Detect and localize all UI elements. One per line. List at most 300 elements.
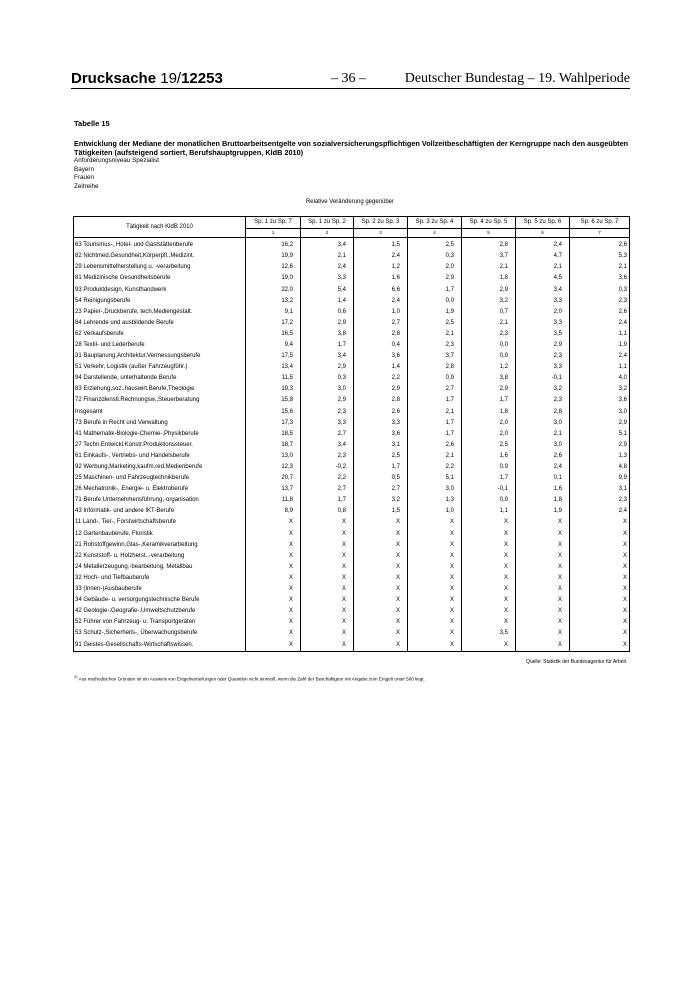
row-value: 18,5 xyxy=(246,429,301,440)
table-row xyxy=(74,529,630,540)
row-value: 3,3 xyxy=(516,362,570,373)
row-value: 3,4 xyxy=(301,440,354,451)
row-label: 43 Informatik- und andere IKT-Berufe xyxy=(74,506,246,517)
row-label: 51 Verkehr, Logistik (außer Fahrzeugführ.) xyxy=(74,362,246,373)
row-value: 0,5 xyxy=(354,473,408,484)
row-value: X xyxy=(354,595,408,606)
row-value: 2,1 xyxy=(301,251,354,262)
table-meta xyxy=(74,157,159,191)
row-value: 2,3 xyxy=(301,407,354,418)
row-value: 0,9 xyxy=(462,495,516,506)
doc-label: Drucksache xyxy=(71,70,157,87)
row-value: 2,9 xyxy=(570,418,630,429)
footnote xyxy=(74,675,425,682)
table-row xyxy=(74,506,630,517)
row-label: 22 Kunststoff- u. Holzherst.,-verarbeitung xyxy=(74,551,246,562)
row-value: X xyxy=(301,606,354,617)
row-value: 17,2 xyxy=(246,318,301,329)
row-value: 2,9 xyxy=(354,384,408,395)
row-value: X xyxy=(301,595,354,606)
row-value: X xyxy=(408,595,462,606)
row-value: 1,2 xyxy=(462,362,516,373)
row-value: 2,8 xyxy=(408,362,462,373)
row-label: 82 Nichtmed.Gesundheit,Körperpfl.,Medizint. xyxy=(74,251,246,262)
row-value: 1,4 xyxy=(301,296,354,307)
row-label: 32 Hoch- und Tiefbauberufe xyxy=(74,573,246,584)
row-value: 3,3 xyxy=(301,273,354,284)
row-value: X xyxy=(570,639,630,651)
row-value: X xyxy=(462,529,516,540)
row-value: 5,3 xyxy=(570,251,630,262)
row-value: X xyxy=(408,551,462,562)
row-value: 2,3 xyxy=(570,495,630,506)
row-label: 62 Verkaufsberufe xyxy=(74,329,246,340)
row-value: 2,8 xyxy=(516,407,570,418)
row-label: 29 Lebensmittelherstellung u. -verarbeitung xyxy=(74,262,246,273)
row-value: 3,3 xyxy=(516,296,570,307)
row-value: 3,1 xyxy=(570,484,630,495)
row-label: 71 Berufe Unternehmensführung,-organisation xyxy=(74,495,246,506)
row-value: 2,0 xyxy=(462,418,516,429)
row-value: 3,0 xyxy=(516,418,570,429)
row-value: 2,8 xyxy=(354,395,408,406)
row-value: X xyxy=(246,639,301,651)
row-value: 1,9 xyxy=(570,340,630,351)
table-title: Entwicklung der Mediane der monatlichen Bruttoarbeitsentgelte von sozialversicherungspflichtigen Vollzeitbeschäftigten der Kerngruppe nach den ausgeübten Tätigkeiten (aufsteigend sortiert, Berufshauptgruppen, KldB 2010) xyxy=(74,139,629,157)
table-row xyxy=(74,462,630,473)
row-value: 2,9 xyxy=(301,318,354,329)
row-value: 1,7 xyxy=(462,473,516,484)
table-row xyxy=(74,606,630,617)
table-row xyxy=(74,451,630,462)
row-value: 2,4 xyxy=(570,351,630,362)
column-header-activity: Tätigkeit nach KldB 2010 xyxy=(74,217,246,238)
document-number xyxy=(71,70,223,87)
row-value: X xyxy=(354,551,408,562)
row-value: 2,9 xyxy=(301,395,354,406)
row-value: 3,6 xyxy=(570,395,630,406)
row-value: 2,1 xyxy=(516,429,570,440)
row-value: 9,1 xyxy=(246,307,301,318)
row-label: 23 Papier-,Druckberufe, tech.Mediengestalt. xyxy=(74,307,246,318)
row-value: 0,9 xyxy=(462,462,516,473)
row-value: 0,0 xyxy=(462,340,516,351)
table-row xyxy=(74,373,630,384)
table-row xyxy=(74,340,630,351)
row-value: 1,5 xyxy=(354,238,408,252)
column-header: Sp. 3 zu Sp. 4 xyxy=(408,217,462,229)
row-value: X xyxy=(246,606,301,617)
row-label: 28 Textil- und Lederberufe xyxy=(74,340,246,351)
row-value: X xyxy=(354,529,408,540)
row-value: X xyxy=(408,517,462,528)
table-row xyxy=(74,329,630,340)
row-value: 2,2 xyxy=(408,462,462,473)
relative-change-header: Relative Veränderung gegenüber xyxy=(305,199,395,205)
row-value: 1,8 xyxy=(462,407,516,418)
row-value: 2,7 xyxy=(354,484,408,495)
row-value: X xyxy=(570,529,630,540)
row-value: 2,6 xyxy=(354,407,408,418)
row-value: 5,1 xyxy=(570,429,630,440)
table-row xyxy=(74,484,630,495)
page-number: – 36 – xyxy=(331,71,366,86)
row-value: 1,0 xyxy=(354,307,408,318)
row-value: 13,7 xyxy=(246,484,301,495)
row-value: X xyxy=(570,517,630,528)
table-row xyxy=(74,584,630,595)
row-value: 2,3 xyxy=(462,329,516,340)
table-row xyxy=(74,362,630,373)
row-value: X xyxy=(246,595,301,606)
row-value: 1,1 xyxy=(570,329,630,340)
footnote-text: Aus methodischen Gründen ist ein Ausweis von Entgeltverteilungen oder Quantilen nicht sinnvoll, wenn die Zahl der Beschäftigten mit Angabe zum Entgelt unter 500 liegt. xyxy=(78,676,425,682)
row-value: 0,8 xyxy=(301,506,354,517)
row-value: 2,9 xyxy=(462,384,516,395)
row-value: 3,6 xyxy=(570,273,630,284)
row-value: 2,3 xyxy=(408,340,462,351)
row-value: X xyxy=(408,562,462,573)
row-value: X xyxy=(570,617,630,628)
row-label: 21 Rohstoffgewinn,Glas-,Keramikverarbeitung xyxy=(74,540,246,551)
row-value: 19,0 xyxy=(246,273,301,284)
row-label: 11 Land-, Tier-, Forstwirtschaftsberufe xyxy=(74,517,246,528)
row-value: X xyxy=(246,529,301,540)
row-value: 11,5 xyxy=(246,373,301,384)
row-value: 2,7 xyxy=(408,384,462,395)
row-value: 15,8 xyxy=(246,395,301,406)
row-value: X xyxy=(246,540,301,551)
row-value: 0,6 xyxy=(301,307,354,318)
row-value: X xyxy=(516,562,570,573)
table-row xyxy=(74,517,630,528)
table-row xyxy=(74,262,630,273)
row-value: X xyxy=(516,606,570,617)
row-value: X xyxy=(301,529,354,540)
row-value: 17,3 xyxy=(246,418,301,429)
row-value: 0,3 xyxy=(301,373,354,384)
row-value: X xyxy=(354,562,408,573)
row-value: 1,4 xyxy=(354,362,408,373)
row-value: 2,5 xyxy=(408,238,462,252)
column-header: Sp. 1 zu Sp. 7 xyxy=(246,217,301,229)
row-value: X xyxy=(246,628,301,639)
meta-line: Zeitreihe xyxy=(74,182,99,190)
table-row xyxy=(74,595,630,606)
row-value: 2,7 xyxy=(301,429,354,440)
row-value: 2,9 xyxy=(301,362,354,373)
row-value: 9,9 xyxy=(570,473,630,484)
row-value: 2,4 xyxy=(354,296,408,307)
row-value: 3,7 xyxy=(462,251,516,262)
row-value: -0,2 xyxy=(301,462,354,473)
data-table xyxy=(73,216,630,652)
row-value: 2,4 xyxy=(516,462,570,473)
row-value: -0,1 xyxy=(516,373,570,384)
row-value: X xyxy=(516,517,570,528)
header-rule xyxy=(71,88,630,89)
row-value: 2,0 xyxy=(462,429,516,440)
row-value: 0,1 xyxy=(516,473,570,484)
row-value: X xyxy=(408,628,462,639)
row-value: 0,7 xyxy=(462,307,516,318)
row-value: 1,2 xyxy=(354,262,408,273)
row-value: 4,7 xyxy=(516,251,570,262)
row-value: 2,1 xyxy=(570,262,630,273)
row-value: 3,6 xyxy=(354,351,408,362)
row-value: 16,2 xyxy=(246,238,301,252)
row-value: 3,1 xyxy=(354,440,408,451)
row-value: X xyxy=(462,517,516,528)
row-label: 33 (Innen-)Ausbauberufe xyxy=(74,584,246,595)
row-value: 1,7 xyxy=(462,395,516,406)
row-value: 1,6 xyxy=(462,451,516,462)
row-value: 1,6 xyxy=(516,484,570,495)
row-value: 5,4 xyxy=(301,284,354,295)
row-value: X xyxy=(462,639,516,651)
row-value: 3,0 xyxy=(408,484,462,495)
table-row xyxy=(74,238,630,252)
row-value: 4,8 xyxy=(570,462,630,473)
source-note: Quelle: Statistik der Bundesagentur für Arbeit xyxy=(525,659,626,665)
row-value: 22,0 xyxy=(246,284,301,295)
row-value: 0,4 xyxy=(354,340,408,351)
row-value: X xyxy=(570,584,630,595)
row-value: X xyxy=(462,573,516,584)
row-value: 2,3 xyxy=(516,395,570,406)
row-label: 84 Lehrende und ausbildende Berufe xyxy=(74,318,246,329)
row-value: 3,0 xyxy=(570,407,630,418)
row-value: X xyxy=(570,540,630,551)
table-body xyxy=(74,238,630,651)
row-value: 1,1 xyxy=(462,506,516,517)
row-label: 94 Darstellende, unterhaltende Berufe xyxy=(74,373,246,384)
row-value: X xyxy=(354,617,408,628)
row-value: X xyxy=(301,617,354,628)
row-value: 1,8 xyxy=(462,273,516,284)
row-value: 18,7 xyxy=(246,440,301,451)
row-value: 0,9 xyxy=(408,373,462,384)
row-value: 1,3 xyxy=(570,451,630,462)
row-value: 2,2 xyxy=(301,473,354,484)
row-value: X xyxy=(246,562,301,573)
row-value: 3,5 xyxy=(462,628,516,639)
row-value: X xyxy=(570,562,630,573)
row-value: X xyxy=(570,628,630,639)
row-value: 12,3 xyxy=(246,462,301,473)
row-value: -0,1 xyxy=(462,484,516,495)
row-value: 19,3 xyxy=(246,384,301,395)
row-label: 93 Produktdesign, Kunsthandwerk xyxy=(74,284,246,295)
row-value: 3,4 xyxy=(516,284,570,295)
row-value: 2,1 xyxy=(462,318,516,329)
row-value: 1,7 xyxy=(301,340,354,351)
row-label: 31 Bauplanung,Architektur,Vermessungsberufe xyxy=(74,351,246,362)
row-label: 92 Werbung,Marketing,kaufm,red.Medienberufe xyxy=(74,462,246,473)
row-value: X xyxy=(408,540,462,551)
row-label: 63 Tourismus-, Hotel- und Gaststättenberufe xyxy=(74,238,246,252)
row-value: X xyxy=(516,628,570,639)
row-value: 2,7 xyxy=(301,484,354,495)
table-row xyxy=(74,251,630,262)
row-value: 2,8 xyxy=(354,329,408,340)
row-value: 2,9 xyxy=(570,440,630,451)
row-value: 17,5 xyxy=(246,351,301,362)
row-value: 2,2 xyxy=(354,373,408,384)
row-value: 6,6 xyxy=(354,284,408,295)
row-value: 2,7 xyxy=(354,318,408,329)
row-value: 3,6 xyxy=(354,429,408,440)
row-label: 53 Schutz-,Sicherheits-, Überwachungsberufe xyxy=(74,628,246,639)
row-label: 42 Geologie-,Geografie-,Umweltschutzberufe xyxy=(74,606,246,617)
table-row xyxy=(74,540,630,551)
row-value: 3,4 xyxy=(301,351,354,362)
row-value: 2,6 xyxy=(570,307,630,318)
row-label: 61 Einkaufs-, Vertriebs- und Handelsberufe xyxy=(74,451,246,462)
row-value: 4,5 xyxy=(516,273,570,284)
row-label: 52 Führer von Fahrzeug- u. Transportgeräten xyxy=(74,617,246,628)
doc-number: 19/12253 xyxy=(160,70,223,87)
row-label: 72 Finanzdienstl.Rechnungsw.,Steuerberatung xyxy=(74,395,246,406)
row-value: 2,8 xyxy=(462,238,516,252)
table-row xyxy=(74,551,630,562)
table-row xyxy=(74,351,630,362)
row-value: X xyxy=(570,573,630,584)
row-label: 81 Medizinische Gesundheitsberufe xyxy=(74,273,246,284)
row-value: X xyxy=(462,562,516,573)
meta-line: Frauen xyxy=(74,174,94,182)
table-row xyxy=(74,384,630,395)
row-value: X xyxy=(570,595,630,606)
row-value: 1,7 xyxy=(301,495,354,506)
row-value: 11,8 xyxy=(246,495,301,506)
row-value: 1,7 xyxy=(408,395,462,406)
row-value: 1,7 xyxy=(408,418,462,429)
row-value: 2,3 xyxy=(516,351,570,362)
row-value: 3,3 xyxy=(516,318,570,329)
row-value: X xyxy=(516,584,570,595)
table-row xyxy=(74,617,630,628)
row-value: X xyxy=(516,529,570,540)
table-row xyxy=(74,573,630,584)
row-value: X xyxy=(462,617,516,628)
row-label: 34 Gebäude- u. versorgungstechnische Berufe xyxy=(74,595,246,606)
table-row xyxy=(74,273,630,284)
row-value: 2,5 xyxy=(408,318,462,329)
row-value: X xyxy=(354,573,408,584)
row-value: 0,0 xyxy=(408,296,462,307)
meta-line: Bayern xyxy=(74,165,94,173)
row-value: X xyxy=(462,584,516,595)
table-row xyxy=(74,307,630,318)
table-row xyxy=(74,418,630,429)
row-value: 2,4 xyxy=(570,318,630,329)
row-value: X xyxy=(246,551,301,562)
row-value: X xyxy=(301,562,354,573)
row-value: X xyxy=(246,517,301,528)
table-label: Tabelle 15 xyxy=(74,119,110,128)
row-value: 2,3 xyxy=(570,296,630,307)
row-value: 2,6 xyxy=(408,440,462,451)
row-value: 3,2 xyxy=(462,296,516,307)
table-row xyxy=(74,440,630,451)
row-value: 1,9 xyxy=(516,506,570,517)
row-value: 2,1 xyxy=(516,262,570,273)
row-value: X xyxy=(570,551,630,562)
row-value: X xyxy=(516,540,570,551)
row-value: 3,0 xyxy=(301,384,354,395)
row-value: X xyxy=(301,540,354,551)
row-value: 0,3 xyxy=(570,284,630,295)
row-value: X xyxy=(301,584,354,595)
row-value: 1,5 xyxy=(354,506,408,517)
column-header: Sp. 4 zu Sp. 5 xyxy=(462,217,516,229)
row-value: 15,6 xyxy=(246,407,301,418)
row-value: 2,4 xyxy=(301,262,354,273)
row-value: 2,9 xyxy=(462,284,516,295)
row-value: X xyxy=(301,517,354,528)
table-row xyxy=(74,562,630,573)
row-label: 27 Techn.Entwickl.Konstr.Produktionssteuer. xyxy=(74,440,246,451)
row-value: 2,4 xyxy=(354,251,408,262)
row-value: X xyxy=(354,606,408,617)
row-value: 3,8 xyxy=(462,373,516,384)
row-value: 2,4 xyxy=(516,238,570,252)
row-value: 2,3 xyxy=(301,451,354,462)
row-value: X xyxy=(516,639,570,651)
row-value: X xyxy=(301,628,354,639)
column-header: Sp. 6 zu Sp. 7 xyxy=(570,217,630,229)
row-value: X xyxy=(462,595,516,606)
row-value: X xyxy=(462,606,516,617)
row-value: 2,1 xyxy=(408,451,462,462)
row-value: X xyxy=(354,540,408,551)
row-value: X xyxy=(301,573,354,584)
row-value: 12,6 xyxy=(246,262,301,273)
row-value: 19,9 xyxy=(246,251,301,262)
row-value: X xyxy=(246,584,301,595)
row-value: 2,4 xyxy=(570,506,630,517)
row-value: 3,2 xyxy=(354,495,408,506)
row-value: 3,3 xyxy=(301,418,354,429)
column-header: Sp. 1 zu Sp. 2 xyxy=(301,217,354,229)
row-value: 0,3 xyxy=(408,251,462,262)
row-value: 1,0 xyxy=(408,506,462,517)
row-value: 2,0 xyxy=(408,262,462,273)
row-value: 3,2 xyxy=(570,384,630,395)
column-header: Sp. 5 zu Sp. 6 xyxy=(516,217,570,229)
row-value: 13,2 xyxy=(246,296,301,307)
column-header: Sp. 2 zu Sp. 3 xyxy=(354,217,408,229)
table-row xyxy=(74,495,630,506)
row-value: X xyxy=(462,540,516,551)
row-value: X xyxy=(462,551,516,562)
row-label: 83 Erziehung,soz.,hauswirt.Berufe,Theologie xyxy=(74,384,246,395)
column-number: 7 xyxy=(570,229,630,238)
row-value: 1,7 xyxy=(408,284,462,295)
row-value: X xyxy=(301,639,354,651)
row-value: 1,9 xyxy=(408,307,462,318)
row-value: 3,3 xyxy=(354,418,408,429)
table-row xyxy=(74,318,630,329)
row-value: X xyxy=(516,617,570,628)
meta-line: Anforderungsniveau Spezialist xyxy=(74,157,160,164)
row-value: 1,3 xyxy=(408,495,462,506)
row-value: 5,1 xyxy=(408,473,462,484)
column-number: 1 xyxy=(246,229,301,238)
row-value: X xyxy=(516,551,570,562)
table-row xyxy=(74,628,630,639)
